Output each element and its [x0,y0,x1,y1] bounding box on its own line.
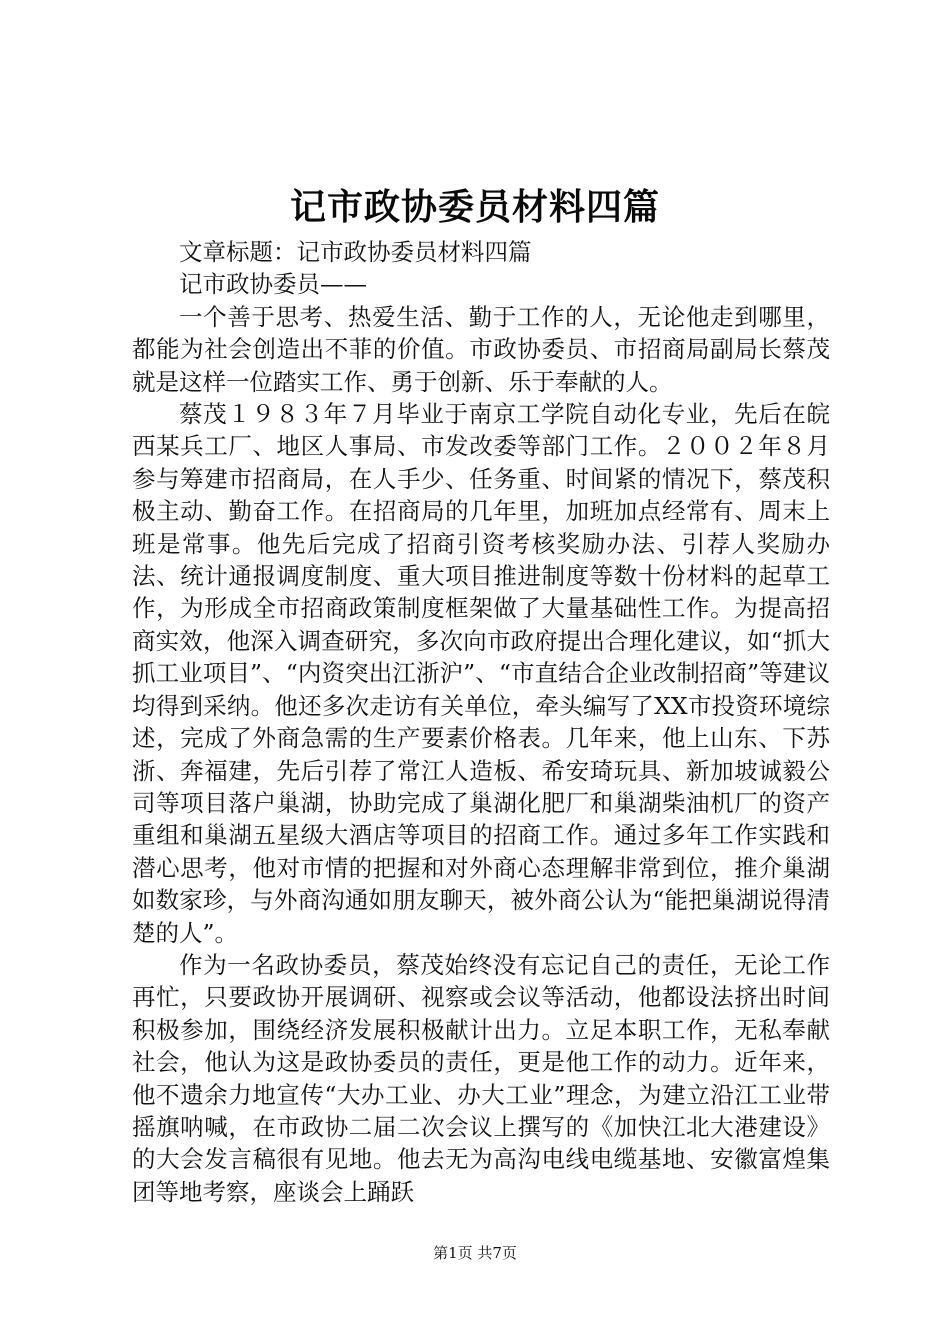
document-body [132,236,830,1208]
paragraph-subtitle: 记市政协委员—— [179,270,367,299]
paragraph-career: 蔡茂１９８３年７月毕业于南京工学院自动化专业，先后在皖西某兵工厂、地区人事局、市发改委等部门工作。２００２年８月参与筹建市招商局，在人手少、任务重、时间紧的情况下，蔡茂积极主动、勤奋工作。在招商局的几年里，加班加点经常有、周末上班是常事。他先后完成了招商引资考核奖励办法、引荐人奖励办法、统计通报调度制度、重大项目推进制度等数十份材料的起草工作，为形成全市招商政策制度框架做了大量基础性工作。为提高招商实效，他深入调查研究，多次向市政府提出合理化建议，如“抓大抓工业项目”、“内资突出江浙沪”、“市直结合企业改制招商”等建议均得到采纳。他还多次走访有关单位，牵头编写了XX市投资环境综述，完成了外商急需的生产要素价格表。几年来，他上山东、下苏浙、奔福建，先后引荐了常江人造板、希安琦玩具、新加坡诚毅公司等项目落户巢湖，协助完成了巢湖化肥厂和巢湖柴油机厂的资产重组和巢湖五星级大酒店等项目的招商工作。通过多年工作实践和潜心思考，他对市情的把握和对外商心态理解非常到位，推介巢湖如数家珍，与外商沟通如朋友聊天，被外商公认为“能把巢湖说得清楚的人”。 [132,400,830,947]
page-number-footer: 第1页 共7页 [433,1244,517,1262]
paragraph-intro: 一个善于思考、热爱生活、勤于工作的人，无论他走到哪里，都能为社会创造出不菲的价值。市政协委员、市招商局副局长蔡茂就是这样一位踏实工作、勇于创新、乐于奉献的人。 [132,302,830,396]
paragraph-article-heading: 文章标题：记市政协委员材料四篇 [179,238,532,266]
document-title: 记市政协委员材料四篇 [289,187,660,228]
paragraph-cppcc-duty: 作为一名政协委员，蔡茂始终没有忘记自己的责任，无论工作再忙，只要政协开展调研、视察或会议等活动，他都设法挤出时间积极参加，围绕经济发展积极献计出力。立足本职工作，无私奉献社会，他认为这是政协委员的责任，更是他工作的动力。近年来，他不遗余力地宣传“大办工业、办大工业”理念，为建立沿江工业带摇旗呐喊，在市政协二届二次会议上撰写的《加快江北大港建设》的大会发言稿很有见地。他去无为高沟电线电缆基地、安徽富煌集团等地考察，座谈会上踊跃 [132,950,830,1206]
